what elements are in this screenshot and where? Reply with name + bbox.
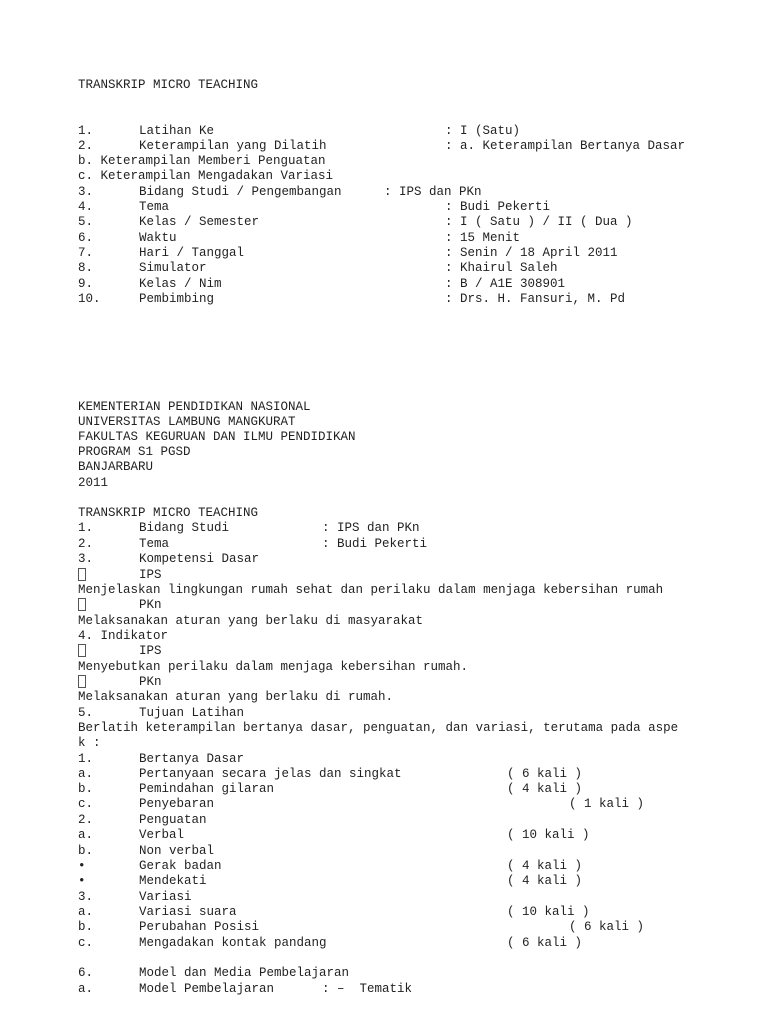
aspect-label: Penyebaran [139, 797, 215, 811]
s2-label-1: Bidang Studi [139, 521, 230, 535]
section-title: TRANSKRIP MICRO TEACHING [78, 506, 259, 520]
s2-value-2: : Budi Pekerti [322, 537, 428, 551]
info-value-10: : Drs. H. Fansuri, M. Pd [445, 292, 626, 306]
info-label-10: Pembimbing [139, 292, 215, 306]
aspect-label: Variasi suara [139, 905, 237, 919]
aspect-num: a. [78, 828, 94, 842]
aspect-num: 3. [78, 890, 94, 904]
info-value-1: : I (Satu) [445, 124, 521, 138]
checkbox-icon [78, 644, 86, 661]
document-title: TRANSKRIP MICRO TEACHING [78, 78, 259, 92]
institution-line-6: 2011 [78, 476, 109, 490]
info-value-3: : IPS dan PKn [384, 185, 482, 199]
info-value-4: : Budi Pekerti [445, 200, 551, 214]
indicator-ips-label: IPS [139, 644, 162, 658]
aspect-count: ( 6 kali ) [507, 936, 583, 950]
aspect-label: Non verbal [139, 844, 215, 858]
aspect-count: ( 1 kali ) [569, 797, 645, 811]
info-label-7: Hari / Tanggal [139, 246, 245, 260]
aspect-label: Perubahan Posisi [139, 920, 260, 934]
aspect-num: c. [78, 797, 94, 811]
aspect-label: Bertanya Dasar [139, 752, 245, 766]
info-label-1: Latihan Ke [139, 124, 215, 138]
aspect-num: b. [78, 782, 94, 796]
info-num-5: 5. [78, 215, 94, 229]
info-value-7: : Senin / 18 April 2011 [445, 246, 618, 260]
objective-text-1: Berlatih keterampilan bertanya dasar, penguatan, dan variasi, terutama pada aspe [78, 721, 679, 735]
aspect-num: b. [78, 920, 94, 934]
objective-text-2: k : [78, 736, 101, 750]
aspect-num: c. [78, 936, 94, 950]
info-num-10: 10. [78, 292, 101, 306]
s2-label-3: Kompetensi Dasar [139, 552, 260, 566]
info-continuation-b: b. Keterampilan Memberi Penguatan [78, 154, 326, 168]
aspect-label: Mendekati [139, 874, 207, 888]
s6a-num: a. [78, 982, 94, 996]
info-value-2: : a. Keterampilan Bertanya Dasar [445, 139, 686, 153]
aspect-label: Pemindahan gilaran [139, 782, 275, 796]
institution-line-5: BANJARBARU [78, 460, 154, 474]
info-num-2: 2. [78, 139, 94, 153]
aspect-label: Pertanyaan secara jelas dan singkat [139, 767, 402, 781]
aspect-label: Variasi [139, 890, 192, 904]
institution-line-1: KEMENTERIAN PENDIDIKAN NASIONAL [78, 400, 311, 414]
indicator-pkn-label: PKn [139, 675, 162, 689]
s6-label: Model dan Media Pembelajaran [139, 966, 350, 980]
pkn-label: PKn [139, 598, 162, 612]
info-value-9: : B / A1E 308901 [445, 277, 566, 291]
info-label-2: Keterampilan yang Dilatih [139, 139, 327, 153]
aspect-num: 2. [78, 813, 94, 827]
bullet-icon: • [78, 859, 86, 873]
aspect-label: Mengadakan kontak pandang [139, 936, 327, 950]
info-label-4: Tema [139, 200, 170, 214]
s2-num-5: 5. [78, 706, 94, 720]
info-num-9: 9. [78, 277, 94, 291]
aspect-count: ( 10 kali ) [507, 828, 590, 842]
info-num-1: 1. [78, 124, 94, 138]
pkn-competency: Melaksanakan aturan yang berlaku di masyarakat [78, 614, 424, 628]
info-num-4: 4. [78, 200, 94, 214]
info-label-6: Waktu [139, 231, 177, 245]
info-num-3: 3. [78, 185, 94, 199]
aspect-count: ( 6 kali ) [569, 920, 645, 934]
aspect-count: ( 10 kali ) [507, 905, 590, 919]
s2-num-2: 2. [78, 537, 94, 551]
indicator-pkn-text: Melaksanakan aturan yang berlaku di rumah. [78, 690, 394, 704]
info-continuation-c: c. Keterampilan Mengadakan Variasi [78, 169, 334, 183]
bullet-icon: • [78, 874, 86, 888]
institution-line-2: UNIVERSITAS LAMBUNG MANGKURAT [78, 415, 296, 429]
info-label-8: Simulator [139, 261, 207, 275]
info-value-5: : I ( Satu ) / II ( Dua ) [445, 215, 633, 229]
info-label-9: Kelas / Nim [139, 277, 222, 291]
checkbox-icon [78, 598, 86, 615]
info-label-5: Kelas / Semester [139, 215, 260, 229]
info-num-6: 6. [78, 231, 94, 245]
s6-num: 6. [78, 966, 94, 980]
aspect-label: Gerak badan [139, 859, 222, 873]
institution-line-3: FAKULTAS KEGURUAN DAN ILMU PENDIDIKAN [78, 430, 356, 444]
aspect-count: ( 4 kali ) [507, 874, 583, 888]
aspect-num: b. [78, 844, 94, 858]
s6a-value: : – Tematik [322, 982, 413, 996]
aspect-label: Penguatan [139, 813, 207, 827]
info-num-7: 7. [78, 246, 94, 260]
s6a-label: Model Pembelajaran [139, 982, 275, 996]
info-value-8: : Khairul Saleh [445, 261, 558, 275]
info-value-6: : 15 Menit [445, 231, 521, 245]
ips-competency: Menjelaskan lingkungan rumah sehat dan perilaku dalam menjaga kebersihan rumah [78, 583, 664, 597]
aspect-count: ( 4 kali ) [507, 859, 583, 873]
ips-label: IPS [139, 568, 162, 582]
aspect-label: Verbal [139, 828, 185, 842]
indicator-ips-text: Menyebutkan perilaku dalam menjaga kebersihan rumah. [78, 660, 469, 674]
aspect-count: ( 4 kali ) [507, 782, 583, 796]
institution-line-4: PROGRAM S1 PGSD [78, 445, 191, 459]
info-label-3: Bidang Studi / Pengembangan [139, 185, 342, 199]
info-num-8: 8. [78, 261, 94, 275]
s2-num-1: 1. [78, 521, 94, 535]
aspect-num: a. [78, 905, 94, 919]
s2-label-5: Tujuan Latihan [139, 706, 245, 720]
aspect-count: ( 6 kali ) [507, 767, 583, 781]
indikator-heading: 4. Indikator [78, 629, 169, 643]
aspect-num: a. [78, 767, 94, 781]
s2-num-3: 3. [78, 552, 94, 566]
aspect-num: 1. [78, 752, 94, 766]
s2-value-1: : IPS dan PKn [322, 521, 420, 535]
s2-label-2: Tema [139, 537, 170, 551]
